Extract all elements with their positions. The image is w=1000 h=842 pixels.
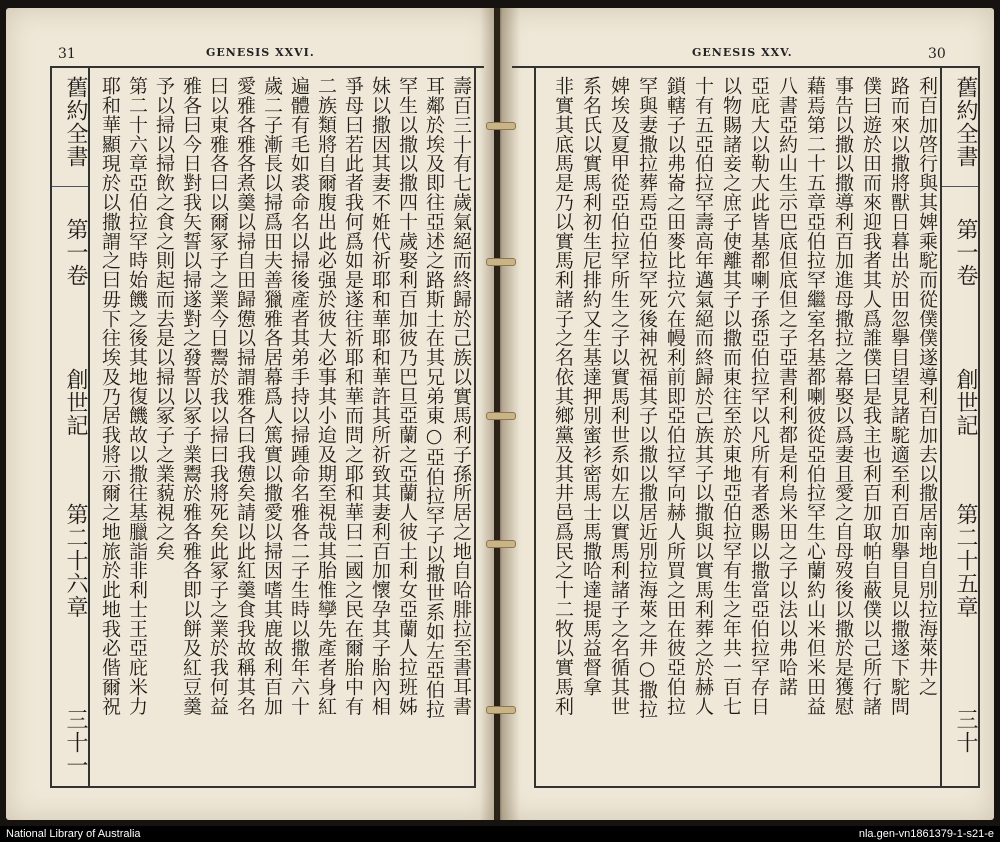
running-head: GENESIS XXV.: [692, 46, 793, 59]
footer-identifier: nla.gen-vn1861379-1-s21-e: [858, 828, 994, 840]
text-column: 罕生以撒以撒四十歲娶利百加彼乃巴旦亞蘭之亞蘭人彼土利女亞蘭人拉班姊: [396, 76, 418, 716]
running-head: GENESIS XXVI.: [206, 46, 315, 59]
binding-stitch: [486, 412, 516, 420]
text-column: 第二十六章亞伯拉罕時始饑之後其地復饑故以撒往基臘詣非利士王亞庇米力: [126, 76, 148, 716]
margin-frame: [50, 66, 90, 788]
text-column: 壽百三十有七歲氣絕而終歸於己族以實馬利子孫所居之地自哈腓拉至書耳書: [450, 76, 472, 716]
text-column: 曰以東雅各曰以爾冢子之業今日鬻於我以掃曰我將死矣此冢子之業於我何益: [207, 76, 229, 716]
footer-institution: National Library of Australia: [6, 828, 141, 840]
text-block: [534, 66, 940, 788]
text-column: 利百加啓行與其婢乘駝而從僕僕遂導利百加去以撒居南地自別拉海萊井之: [916, 76, 938, 697]
text-column: 非實其底馬是乃以實馬利諸子之名依其鄉黨及其井邑爲民之十二牧以實馬利: [552, 76, 574, 716]
page-number: 30: [928, 46, 946, 62]
margin-chapter: 第二十六章: [63, 503, 88, 619]
margin-book: 創世記: [953, 368, 978, 438]
page-number: 31: [58, 46, 76, 62]
text-column: 事告以撒以撒導利百加進母撒拉之幕娶以爲妻且愛之自母歿後以撒於是獲慰: [832, 76, 854, 716]
margin-book: 創世記: [63, 368, 88, 438]
text-column: 罕與妻撒拉葬焉亞伯拉罕死後神祝福其子以撒以撒居近別拉海萊之井○撒拉: [636, 76, 658, 719]
text-column: 婢埃及夏甲從亞伯拉罕所生之子以實馬利世系如左以實馬利諸子之名循其世: [608, 76, 630, 716]
text-column: 藉焉第二十五章亞伯拉罕繼室名基都喇彼從亞伯拉罕生心蘭約山米但米田益: [804, 76, 826, 716]
margin-volume: 第一卷: [63, 218, 88, 288]
text-column: 系名氏以實馬利初生尼排約又生基達押別蜜衫密馬士馬撒哈達提馬益督拿: [580, 76, 602, 697]
footer-bar: [0, 826, 1000, 842]
text-column: 僕曰遊於田而來迎我者其人爲誰僕曰是我主也利百加取帕自蔽僕以己所行諸: [860, 76, 882, 716]
text-column: 歲二子漸長以掃爲田夫善獵雅各居幕爲人篤實以撒愛以掃因嗜其鹿故利百加: [261, 76, 283, 716]
text-column: 八書亞約山生示巴底但底但之子亞書利利都是利烏米田之子以法以弗哈諾: [776, 76, 798, 697]
margin-book-title: 舊約全書: [63, 76, 88, 169]
text-column: 愛雅各雅各煮羹以掃自田歸憊以掃謂雅各曰我憊矣請以此紅羹食我故稱其名: [234, 76, 256, 716]
left-page: [6, 8, 494, 820]
right-page: [500, 8, 994, 820]
binding-stitch: [486, 540, 516, 548]
margin-frame: [940, 66, 980, 788]
text-column: 鎖轄子以弗崙之田麥比拉穴在幔利前即亞伯拉罕向赫人所買之田在彼亞伯拉: [664, 76, 686, 716]
text-block: [90, 66, 476, 788]
text-column: 亞庇大以勒大此皆基都喇子孫亞伯拉罕以凡所有者悉賜以撒當亞伯拉罕存日: [748, 76, 770, 716]
text-column: 雅各曰今日對我矢誓以掃遂對之發誓以冢子業鬻於雅各雅各即以餅及紅豆羹: [180, 76, 202, 716]
text-column: 十有五亞伯拉罕壽高年邁氣絕而終歸於己族其子以撒與以實馬利葬之於赫人: [692, 76, 714, 716]
text-column: 遍體有毛如裘命名以掃後產者其弟手持以掃踵命名雅各二子生時以撒年六十: [288, 76, 310, 716]
text-column: 予以掃以掃飲之食之則起而去是以掃以冢子之業藐視之矣: [153, 76, 175, 561]
binding-stitch: [486, 258, 516, 266]
margin-folio: 三十一: [63, 708, 88, 778]
margin-book-title: 舊約全書: [953, 76, 978, 169]
text-column: 妹以撒因其妻不姙代祈耶和華耶和華許其所祈致其妻利百加懷孕其子胎內相: [369, 76, 391, 716]
text-column: 路而來以撒將獸日暮出於田忽擧目望見諸駝適至利百加擧目見以撒遂下駝問: [888, 76, 910, 716]
text-column: 耶和華顯現於以撒謂之曰毋下往埃及乃居我將示爾之地旅於此地我必偕爾祝: [99, 76, 121, 716]
text-column: 爭母曰若此者我何爲如是遂往祈耶和華而問之耶和華曰二國之民在爾胎中有: [342, 76, 364, 716]
text-column: 以物賜諸妾之庶子使離其子以撒而東往至於東地亞伯拉罕有生之年共一百七: [720, 76, 742, 716]
text-column: 二族類將自爾腹出此必强於彼大必事其小迨及期至視哉其胎惟孿先產者身紅: [315, 76, 337, 716]
binding-stitch: [486, 706, 516, 714]
margin-volume: 第一卷: [953, 218, 978, 288]
margin-chapter: 第二十五章: [953, 503, 978, 619]
text-column: 耳鄰於埃及即往亞述之路斯土在其兄弟東○亞伯拉罕子以撒世系如左亞伯拉: [423, 76, 445, 719]
margin-folio: 三十: [953, 708, 978, 755]
binding-stitch: [486, 122, 516, 130]
